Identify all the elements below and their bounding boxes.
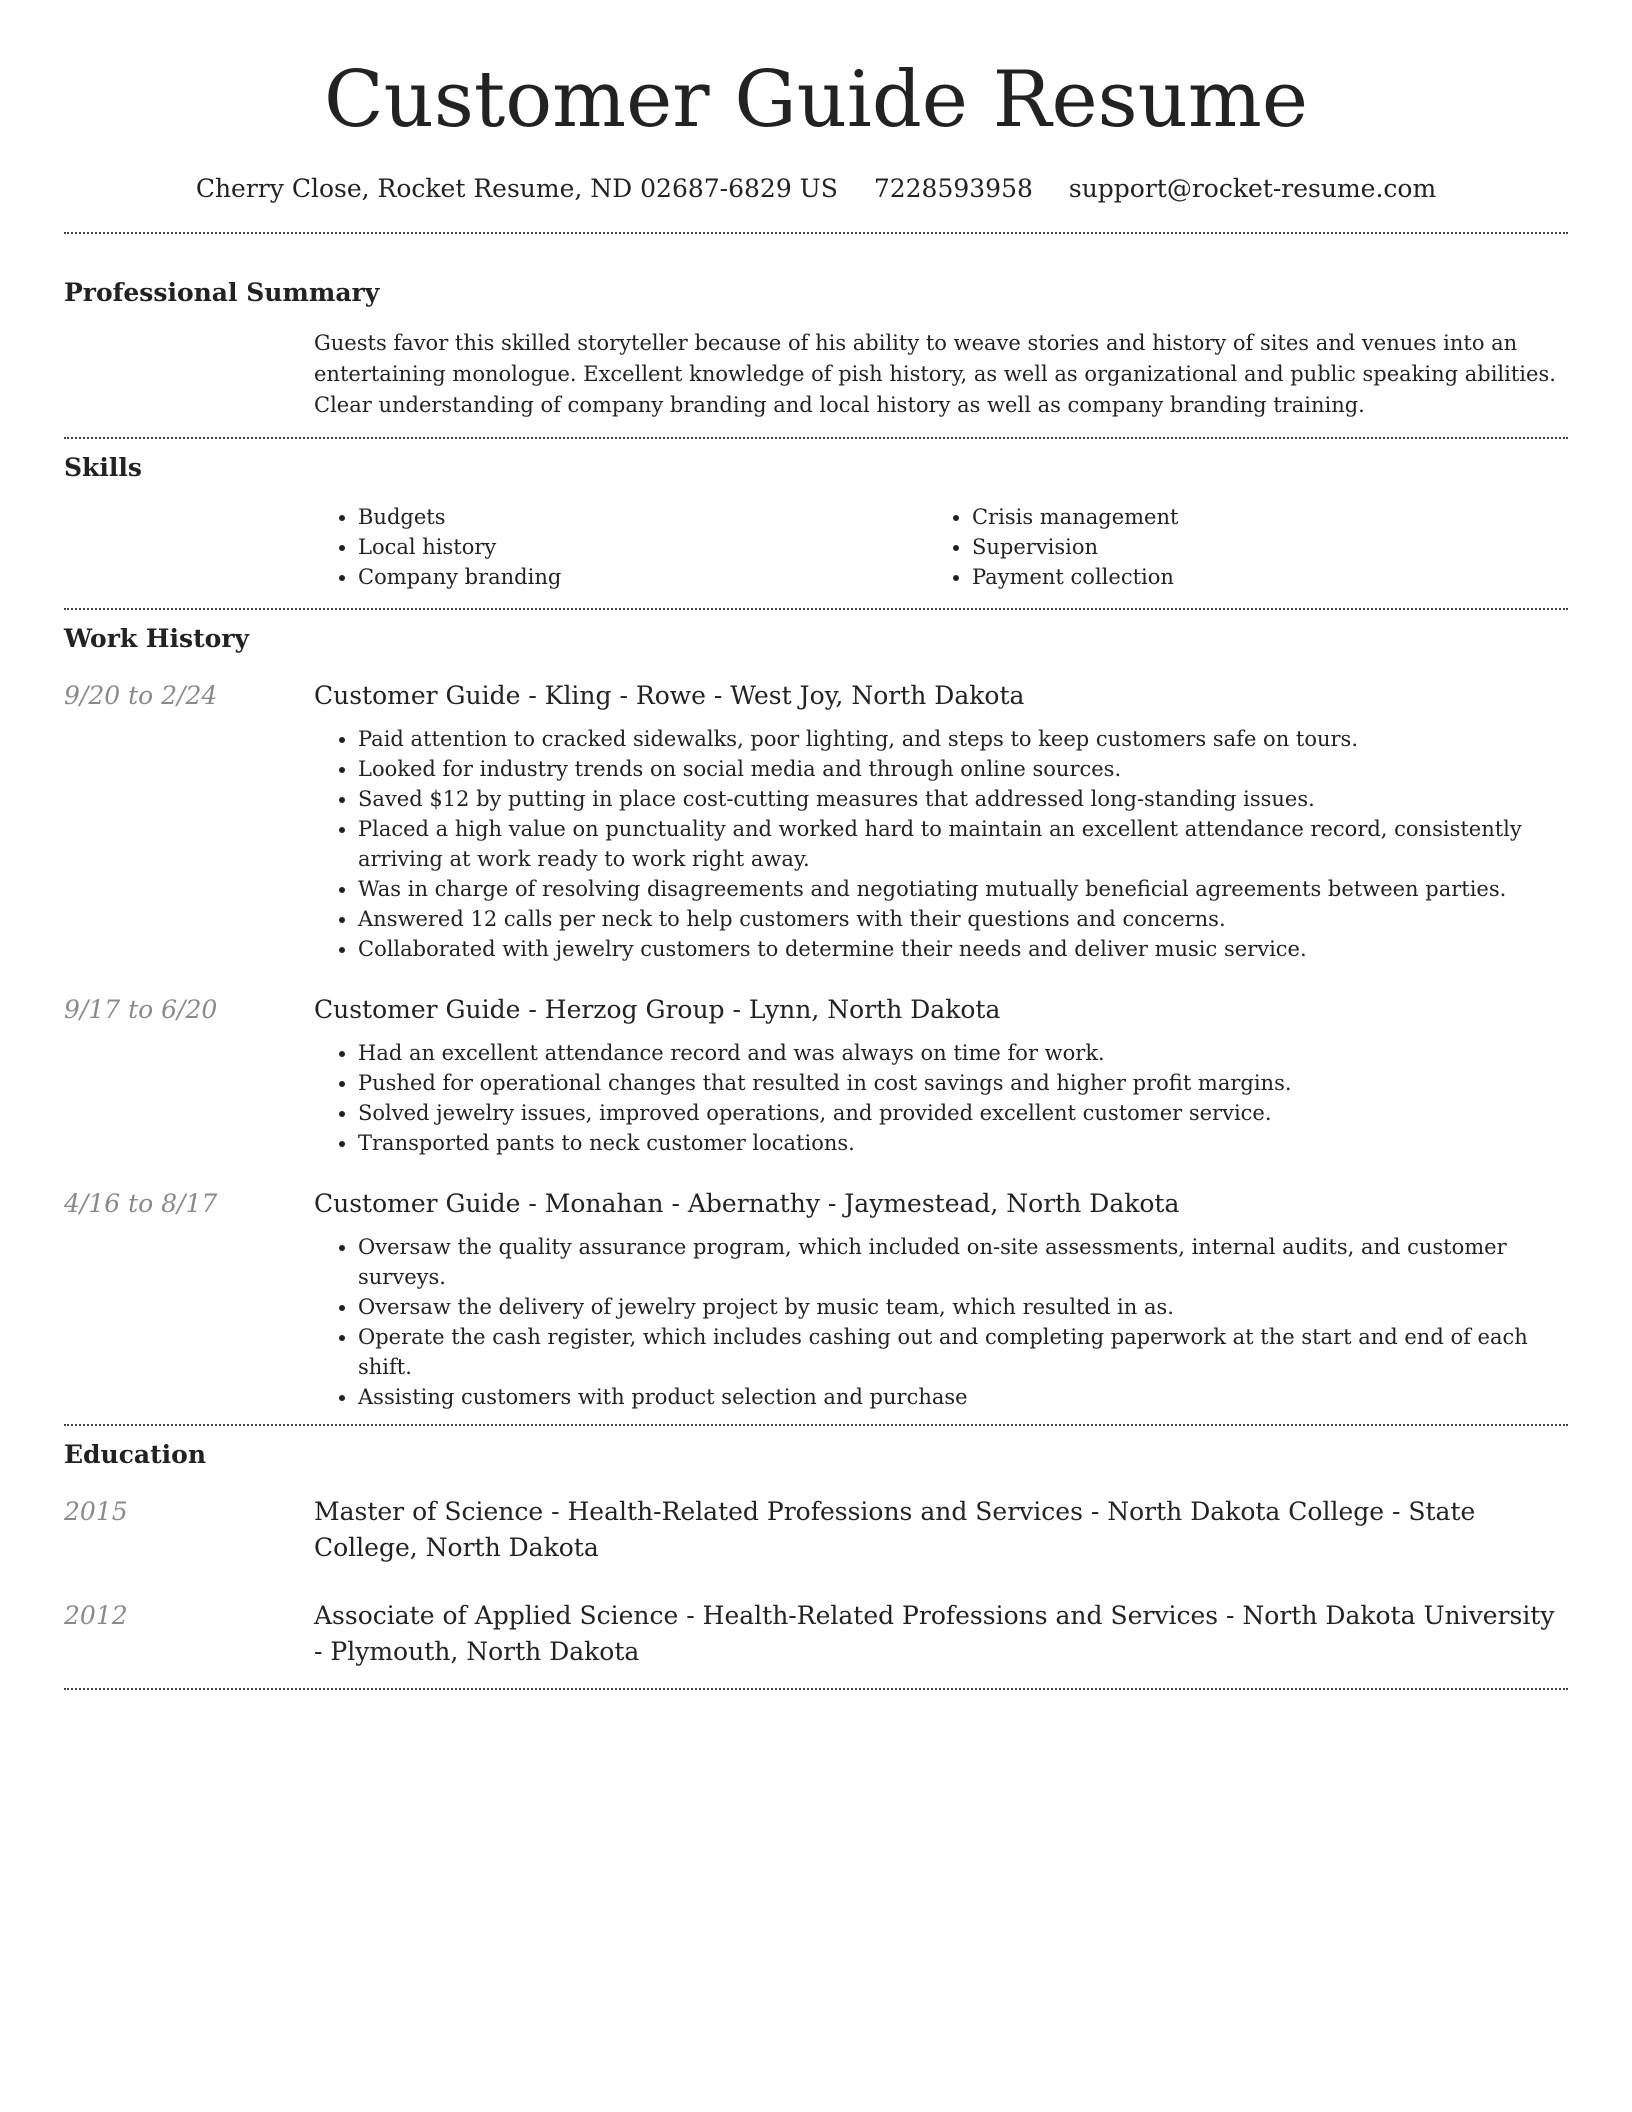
education-year: 2015 <box>64 1497 128 1526</box>
work-section <box>64 622 1568 1412</box>
divider <box>64 608 1568 610</box>
job-bullet: • Assisting customers with product selection and purchase <box>358 1382 1568 1412</box>
job-bullet: • Looked for industry trends on social media and through online sources. <box>358 754 1568 784</box>
job-bullet: • Answered 12 calls per neck to help customers with their questions and concerns. <box>358 904 1568 934</box>
job-bullet: • Saved $12 by putting in place cost-cutting measures that addressed long-standing issues. <box>358 784 1568 814</box>
skills-section <box>64 451 1568 592</box>
job-bullet: • Oversaw the quality assurance program, which included on-site assessments, internal audits, and customer surveys. <box>358 1232 1568 1292</box>
summary-body <box>314 328 1568 421</box>
job-bullet: • Was in charge of resolving disagreements and negotiating mutually beneficial agreements between parties. <box>358 874 1568 904</box>
job-entry <box>64 1186 1568 1412</box>
skill-item: • Company branding <box>358 562 928 592</box>
skills-list-left <box>314 502 928 592</box>
contact-email[interactable]: support@rocket-resume.com <box>1068 174 1437 203</box>
job-entry <box>64 992 1568 1158</box>
job-bullet: • Had an excellent attendance record and was always on time for work. <box>358 1038 1568 1068</box>
divider <box>64 1688 1568 1690</box>
job-bullets <box>314 1232 1568 1412</box>
job-bullets <box>314 724 1568 964</box>
job-dates: 4/16 to 8/17 <box>64 1189 218 1218</box>
job-dates: 9/17 to 6/20 <box>64 995 218 1024</box>
section-title-skills: Skills <box>64 453 142 482</box>
skill-item: • Crisis management <box>972 502 1542 532</box>
job-main <box>314 992 1568 1158</box>
summary-section <box>64 276 1568 421</box>
job-bullet: • Pushed for operational changes that resulted in cost savings and higher profit margins. <box>358 1068 1568 1098</box>
job-dates: 9/20 to 2/24 <box>64 681 218 710</box>
contact-line <box>64 172 1568 206</box>
section-title-education: Education <box>64 1440 207 1469</box>
job-bullet: • Transported pants to neck customer locations. <box>358 1128 1568 1158</box>
job-title: Customer Guide - Kling - Rowe - West Joy, North Dakota <box>314 681 1025 710</box>
divider <box>64 1424 1568 1426</box>
job-main <box>314 678 1568 964</box>
job-bullet: • Operate the cash register, which includes cashing out and completing paperwork at the start and end of each shift. <box>358 1322 1568 1382</box>
job-title: Customer Guide - Herzog Group - Lynn, North Dakota <box>314 995 1001 1024</box>
job-title: Customer Guide - Monahan - Abernathy - Jaymestead, North Dakota <box>314 1189 1180 1218</box>
skill-item: • Payment collection <box>972 562 1542 592</box>
education-title: Master of Science - Health-Related Professions and Services - North Dakota College - State College, North Dakota <box>314 1497 1476 1562</box>
summary-text: Guests favor this skilled storyteller because of his ability to weave stories and history of sites and venues into an entertaining monologue. Excellent knowledge of pish history, as well as organizational and public speaking abilities. Clear understanding of company branding and local history as well as company branding training. <box>314 331 1556 417</box>
section-title-summary: Professional Summary <box>64 278 380 307</box>
job-entry <box>64 678 1568 964</box>
skills-grid <box>314 502 1568 592</box>
contact-phone: 7228593958 <box>873 174 1033 203</box>
skill-item: • Budgets <box>358 502 928 532</box>
education-year: 2012 <box>64 1601 128 1630</box>
skill-item: • Supervision <box>972 532 1542 562</box>
divider <box>64 437 1568 439</box>
resume-page <box>64 0 1568 1690</box>
job-bullets <box>314 1038 1568 1158</box>
job-bullet: • Collaborated with jewelry customers to determine their needs and deliver music service. <box>358 934 1568 964</box>
education-entry <box>64 1598 1568 1670</box>
job-bullet: • Oversaw the delivery of jewelry project by music team, which resulted in as. <box>358 1292 1568 1322</box>
job-bullet: • Paid attention to cracked sidewalks, poor lighting, and steps to keep customers safe on tours. <box>358 724 1568 754</box>
resume-name: Customer Guide Resume <box>323 55 1309 145</box>
section-title-work: Work History <box>64 624 250 653</box>
job-bullet: • Solved jewelry issues, improved operations, and provided excellent customer service. <box>358 1098 1568 1128</box>
education-section <box>64 1438 1568 1670</box>
education-entry <box>64 1494 1568 1566</box>
education-title: Associate of Applied Science - Health-Related Professions and Services - North Dakota University - Plymouth, North Dakota <box>314 1601 1555 1666</box>
job-main <box>314 1186 1568 1412</box>
skills-list-right <box>928 502 1542 592</box>
contact-address: Cherry Close, Rocket Resume, ND 02687-6829 US <box>195 174 838 203</box>
divider <box>64 232 1568 234</box>
job-bullet: • Placed a high value on punctuality and worked hard to maintain an excellent attendance record, consistently arriving at work ready to work right away. <box>358 814 1568 874</box>
education-main <box>314 1598 1568 1670</box>
skill-item: • Local history <box>358 532 928 562</box>
education-main <box>314 1494 1568 1566</box>
